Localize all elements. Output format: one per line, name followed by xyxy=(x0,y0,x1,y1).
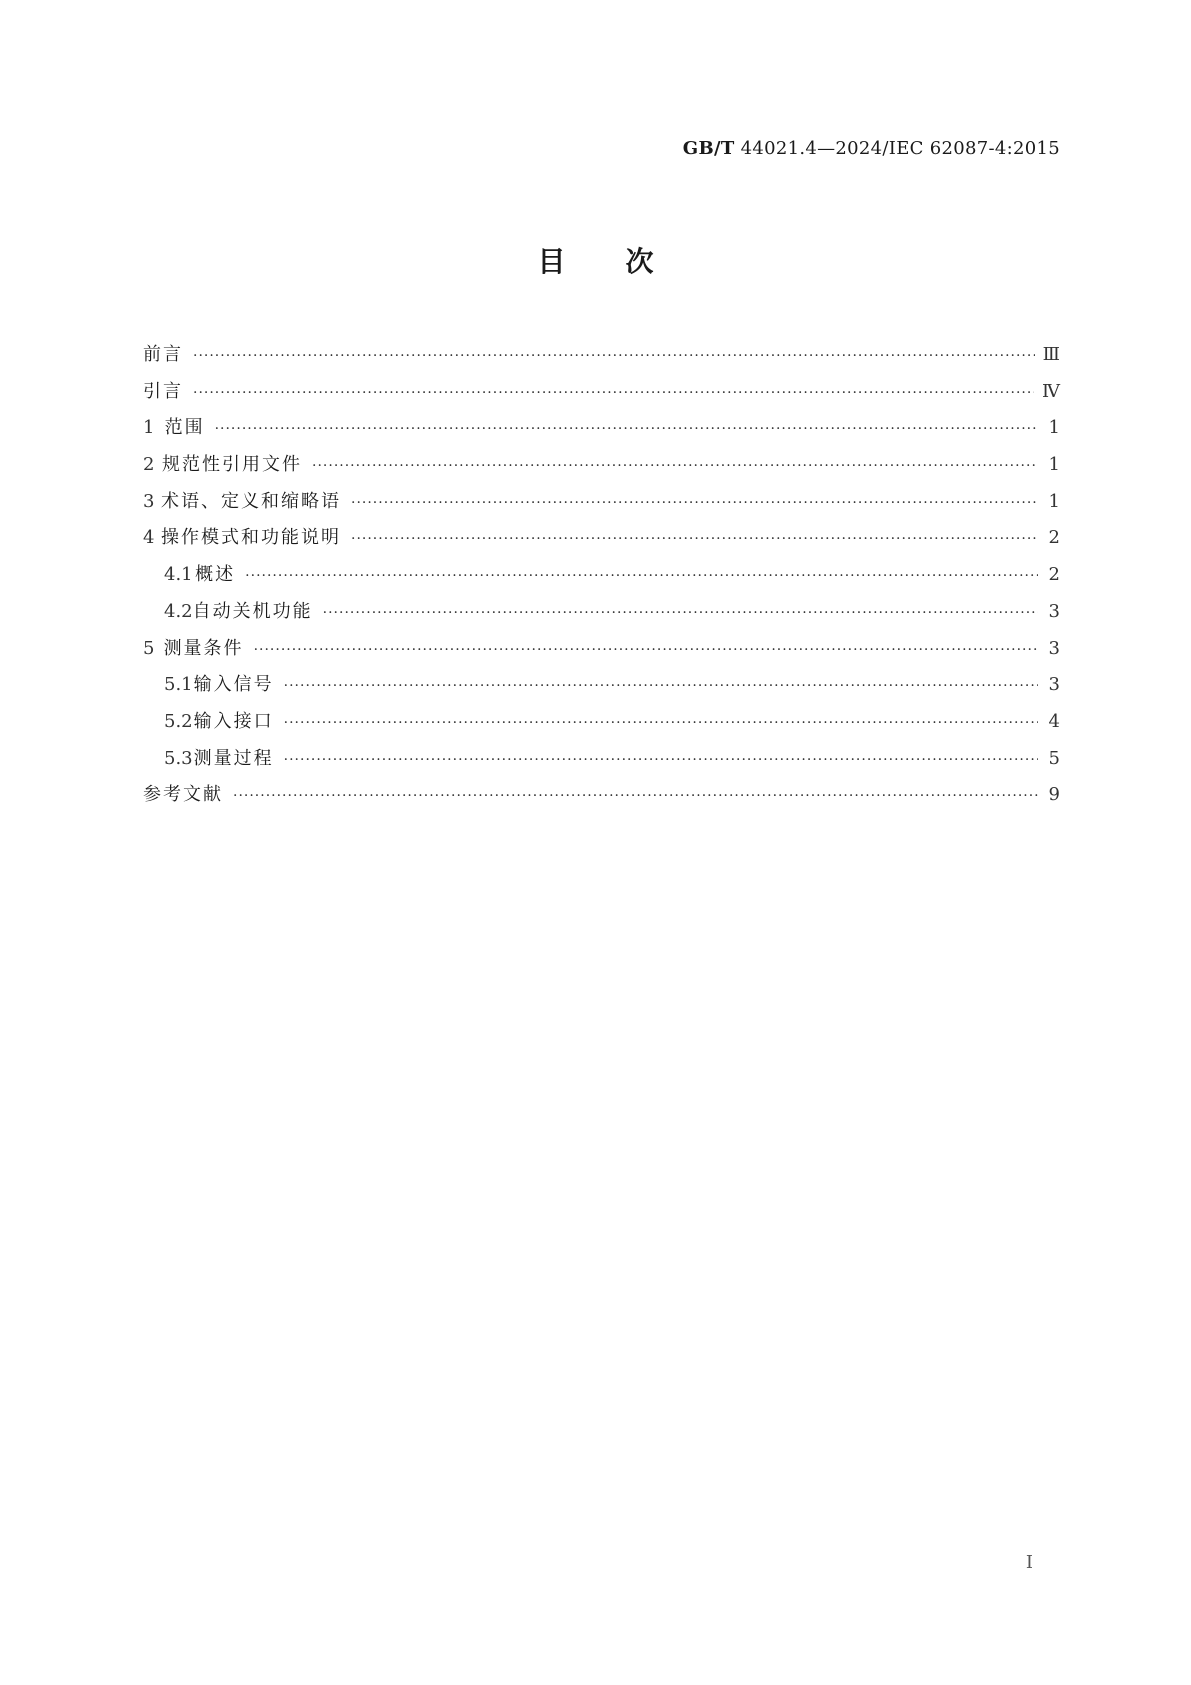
toc-entry-page: 3 xyxy=(1048,674,1060,696)
toc-entry-1[interactable] xyxy=(143,413,1060,450)
toc-entry-title: 输入信号 xyxy=(193,674,274,696)
toc-entry-page: Ⅳ xyxy=(1042,380,1060,402)
toc-leader-dots xyxy=(351,531,1038,547)
toc-entry-page: 1 xyxy=(1048,454,1060,476)
toc-entry-number: 5.2 xyxy=(164,710,193,732)
toc-leader-dots xyxy=(284,715,1038,731)
toc-leader-dots xyxy=(193,385,1034,401)
toc-entry-page: Ⅲ xyxy=(1042,344,1060,365)
toc-entry-5-2[interactable] xyxy=(143,707,1060,744)
toc-entry-page: 4 xyxy=(1048,710,1060,732)
page-title: 目次 xyxy=(537,245,714,278)
toc-entry-2[interactable] xyxy=(143,450,1060,487)
toc-entry-foreword[interactable] xyxy=(143,340,1060,377)
toc-leader-dots xyxy=(323,605,1038,621)
toc-entry-page: 1 xyxy=(1048,490,1060,512)
toc-entry-number: 4.2 xyxy=(164,600,193,622)
toc-entry-title: 测量条件 xyxy=(163,637,244,659)
toc-entry-title: 前言 xyxy=(143,344,183,365)
toc-entry-number: 4.1 xyxy=(164,564,193,586)
table-of-contents xyxy=(143,340,1060,817)
standard-prefix: GB/T xyxy=(682,138,735,159)
toc-leader-dots xyxy=(215,421,1038,437)
toc-entry-number: 5.3 xyxy=(164,747,193,769)
standard-number xyxy=(683,138,1060,159)
toc-entry-number: 2 xyxy=(143,454,155,476)
toc-entry-3[interactable] xyxy=(143,487,1060,524)
toc-entry-page: 3 xyxy=(1048,600,1060,622)
toc-leader-dots xyxy=(351,495,1038,511)
toc-entry-title: 规范性引用文件 xyxy=(162,454,303,476)
toc-entry-number: 4 xyxy=(143,527,155,549)
toc-entry-5[interactable] xyxy=(143,634,1060,671)
toc-leader-dots xyxy=(284,678,1038,694)
toc-leader-dots xyxy=(193,348,1035,364)
toc-entry-title: 参考文献 xyxy=(143,784,223,806)
toc-entry-page: 9 xyxy=(1048,784,1060,806)
toc-entry-title: 术语、定义和缩略语 xyxy=(161,490,341,512)
toc-entry-number: 5 xyxy=(143,637,155,659)
toc-entry-page: 2 xyxy=(1048,564,1060,586)
toc-entry-page: 3 xyxy=(1048,637,1060,659)
toc-entry-page: 2 xyxy=(1048,527,1060,549)
toc-leader-dots xyxy=(245,568,1038,584)
toc-leader-dots xyxy=(312,458,1038,474)
toc-entry-number: 5.1 xyxy=(164,674,193,696)
toc-entry-title: 概述 xyxy=(195,564,236,586)
toc-leader-dots xyxy=(254,642,1038,658)
toc-entry-title: 操作模式和功能说明 xyxy=(161,527,341,549)
toc-entry-4-1[interactable] xyxy=(143,560,1060,597)
toc-entry-number: 3 xyxy=(143,490,155,512)
standard-code: 44021.4—2024/IEC 62087-4:2015 xyxy=(740,138,1060,159)
toc-leader-dots xyxy=(284,752,1038,768)
toc-entry-introduction[interactable] xyxy=(143,377,1060,414)
toc-entry-page: 5 xyxy=(1048,747,1060,769)
toc-entry-title: 范围 xyxy=(164,417,205,439)
toc-entry-4-2[interactable] xyxy=(143,597,1060,634)
toc-entry-bibliography[interactable] xyxy=(143,780,1060,817)
toc-leader-dots xyxy=(233,788,1038,804)
toc-entry-title: 测量过程 xyxy=(193,747,274,769)
toc-entry-4[interactable] xyxy=(143,523,1060,560)
page-number: Ⅰ xyxy=(1025,1552,1033,1573)
toc-entry-title: 输入接口 xyxy=(193,710,274,732)
toc-entry-number: 1 xyxy=(143,417,155,439)
toc-entry-5-3[interactable] xyxy=(143,744,1060,781)
toc-entry-title: 自动关机功能 xyxy=(192,600,313,622)
toc-entry-5-1[interactable] xyxy=(143,670,1060,707)
toc-entry-title: 引言 xyxy=(143,380,183,402)
toc-entry-page: 1 xyxy=(1048,417,1060,439)
